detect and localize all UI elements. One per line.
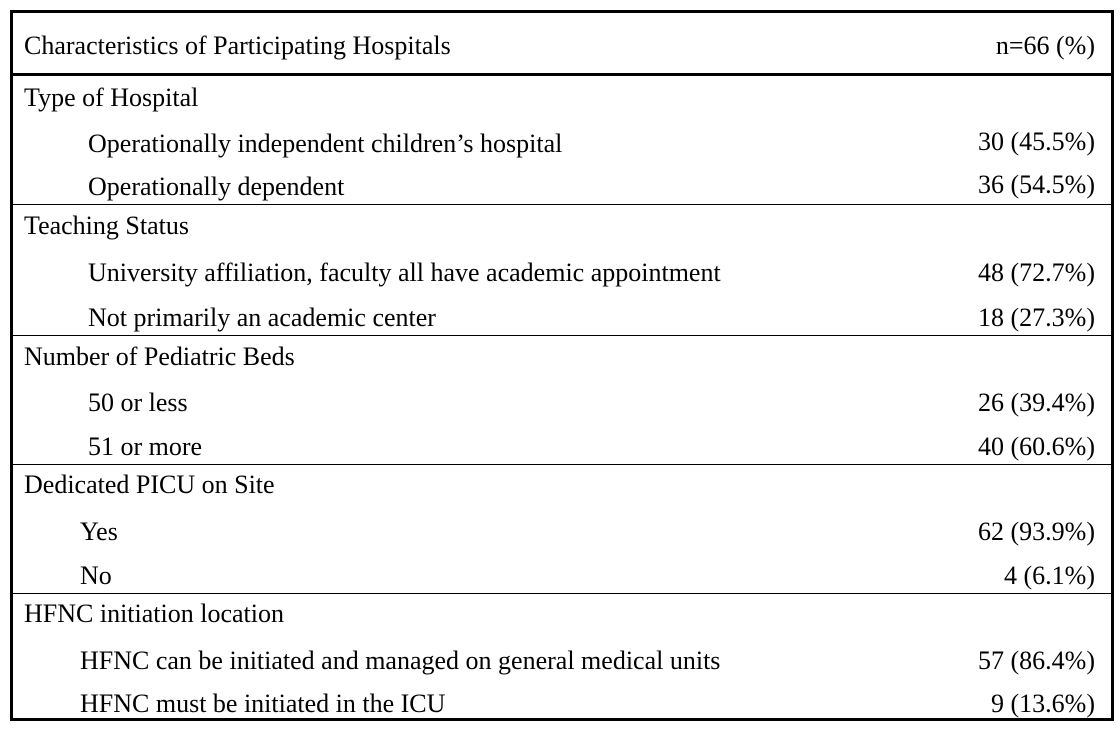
row-label: HFNC can be initiated and managed on general medical units <box>80 646 721 675</box>
row-value: 36 (54.5%) <box>978 170 1095 199</box>
row-value: 48 (72.7%) <box>978 258 1095 287</box>
row-value: 18 (27.3%) <box>978 303 1095 332</box>
row-value: 9 (13.6%) <box>991 689 1095 718</box>
row-value: 62 (93.9%) <box>978 517 1095 546</box>
section-divider <box>13 593 1111 594</box>
row-label: Operationally independent children’s hospital <box>88 129 563 158</box>
row-label: No <box>80 561 112 590</box>
table-header-label: Characteristics of Participating Hospitals <box>24 31 451 60</box>
section-divider <box>13 464 1111 465</box>
row-label: 50 or less <box>88 388 188 417</box>
section-divider <box>13 204 1111 205</box>
row-label: 51 or more <box>88 432 203 461</box>
section-divider <box>13 335 1111 336</box>
row-value: 30 (45.5%) <box>978 127 1095 156</box>
row-value: 4 (6.1%) <box>1004 561 1095 590</box>
row-label: University affiliation, faculty all have academic appointment <box>88 258 721 287</box>
row-value: 57 (86.4%) <box>978 646 1095 675</box>
section-title-picu: Dedicated PICU on Site <box>24 470 275 499</box>
section-title-type-of-hospital: Type of Hospital <box>24 83 199 112</box>
row-value: 26 (39.4%) <box>978 388 1095 417</box>
table-header-value: n=66 (%) <box>995 31 1095 60</box>
table-header-row <box>13 13 1111 76</box>
section-title-teaching-status: Teaching Status <box>24 211 189 240</box>
section-title-pediatric-beds: Number of Pediatric Beds <box>24 342 295 371</box>
hospital-characteristics-table <box>10 10 1114 721</box>
row-value: 40 (60.6%) <box>978 432 1095 461</box>
row-label: Not primarily an academic center <box>88 303 436 332</box>
row-label: HFNC must be initiated in the ICU <box>80 689 446 718</box>
row-label: Yes <box>80 517 118 546</box>
section-title-hfnc-location: HFNC initiation location <box>24 599 284 628</box>
row-label: Operationally dependent <box>88 172 345 201</box>
